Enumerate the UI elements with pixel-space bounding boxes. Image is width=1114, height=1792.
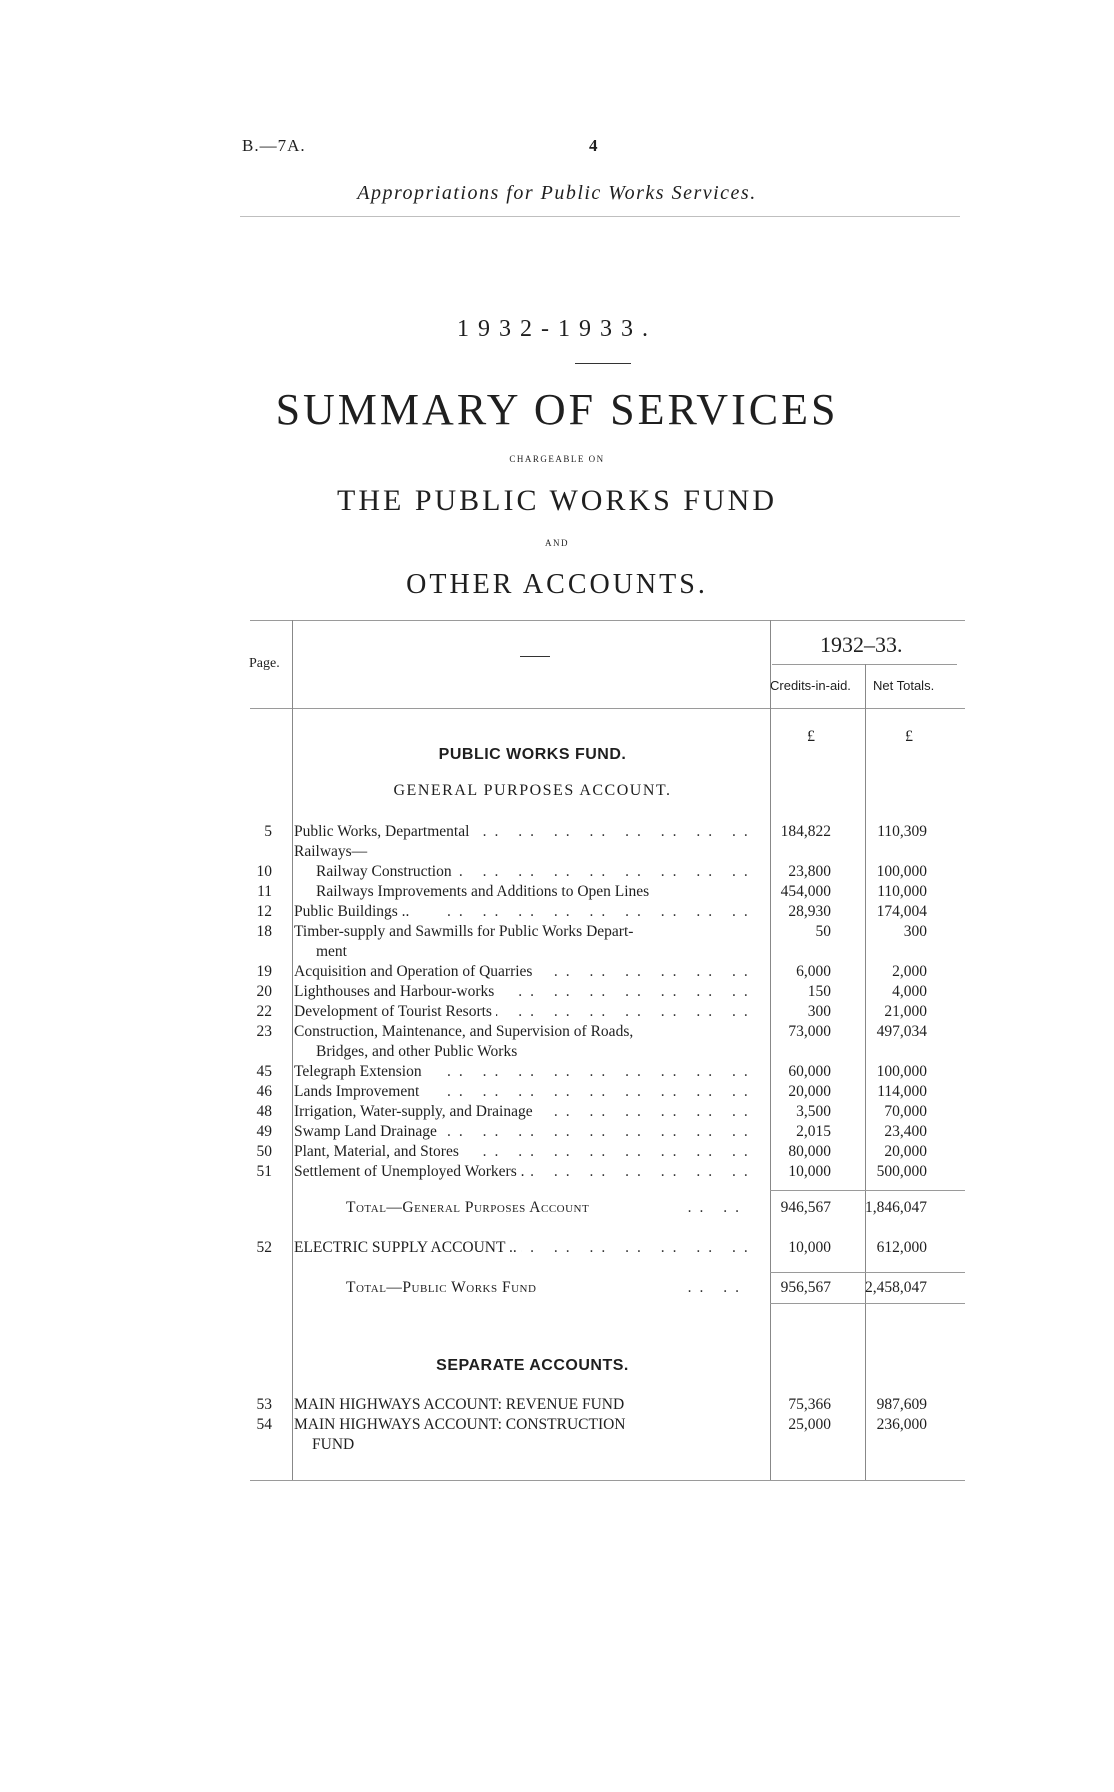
row-net: 100,000 [876,1063,927,1080]
net-currency: £ [905,728,913,745]
table-row [0,1042,1114,1062]
total-fund-row [0,1277,1114,1299]
chargeable-on-label: CHARGEABLE ON [509,454,605,464]
row-credits: 28,930 [788,903,831,920]
row-credits: 25,000 [788,1416,831,1433]
row-page: 50 [256,1143,272,1160]
row-net: 174,004 [876,903,927,920]
row-page: 23 [256,1023,272,1040]
row-page: 11 [257,883,272,900]
row-description: Settlement of Unemployed Workers . [294,1163,529,1180]
net-column-header: Net Totals. [873,678,935,693]
page-number: 4 [589,136,598,155]
table-header-rule [250,708,965,709]
row-net: 20,000 [884,1143,927,1160]
row-page: 10 [256,863,272,880]
table-row [0,962,1114,982]
row-credits: 3,500 [796,1103,831,1120]
row-credits: 454,000 [780,883,831,900]
row-credits [755,1435,841,1455]
row-description: Bridges, and other Public Works [316,1043,521,1060]
row-page: 22 [256,1003,272,1020]
row-net [841,942,935,962]
total-general-credits: 946,567 [780,1199,831,1216]
table-row [0,842,1114,862]
row-page [0,842,286,862]
row-credits: 2,015 [796,1123,831,1140]
row-net [841,1042,935,1062]
row-credits: 300 [807,1003,831,1020]
general-purposes-rows [0,822,1114,1182]
row-credits: 150 [807,983,831,1000]
row-net: 500,000 [876,1163,927,1180]
total-fund-label: Total—Public Works Fund [346,1279,542,1296]
fund-total-bottom-rule [770,1303,965,1304]
table-row [0,1022,1114,1042]
row-net [841,842,935,862]
table-bottom-rule [250,1480,965,1481]
row-credits: 6,000 [796,963,831,980]
table-top-rule [250,620,965,621]
row-net: 4,000 [892,983,927,1000]
fund-total-rule [770,1272,965,1273]
public-works-fund-heading: PUBLIC WORKS FUND. [438,746,627,763]
row-credits: 10,000 [788,1163,831,1180]
row-net: 236,000 [876,1416,927,1433]
row-page [0,942,286,962]
table-row [0,902,1114,922]
row-description: MAIN HIGHWAYS ACCOUNT: CONSTRUCTION [294,1416,630,1433]
row-net: 110,000 [877,883,927,900]
table-row [0,1082,1114,1102]
fiscal-years: 1932-1933. [457,316,657,342]
row-description: Railways Improvements and Additions to Open Lines [316,883,653,900]
total-fund-credits: 956,567 [780,1279,831,1296]
row-description: Lighthouses and Harbour-works [294,983,498,1000]
table-row [0,1142,1114,1162]
row-description: Telegraph Extension [294,1063,426,1080]
row-page: 53 [256,1396,272,1413]
row-description: Lands Improvement [294,1083,423,1100]
row-net: 23,400 [884,1123,927,1140]
row-page: 5 [264,823,272,840]
row-description: Public Buildings .. [294,903,413,920]
separate-accounts-rows [0,1395,1114,1455]
total-general-row [0,1197,1114,1219]
row-credits: 80,000 [788,1143,831,1160]
row-page: 20 [256,983,272,1000]
table-row [0,862,1114,882]
row-page: 49 [256,1123,272,1140]
row-description: Acquisition and Operation of Quarries [294,963,536,980]
running-title: Appropriations for Public Works Services. [357,182,757,204]
row-description: Railways— [294,843,371,860]
row-description: Development of Tourist Resorts [294,1003,496,1020]
row-description: ELECTRIC SUPPLY ACCOUNT .. [294,1239,521,1256]
table-row [0,942,1114,962]
page-column-header: Page. [249,656,280,671]
document-reference: B.—7A. [242,136,306,155]
and-label: AND [545,538,569,548]
row-page: 45 [256,1063,272,1080]
header-rule [240,216,960,217]
total-general-label: Total—General Purposes Account [346,1199,595,1216]
row-description: Railway Construction [316,863,456,880]
table-row [0,1415,1114,1435]
row-credits: 50 [815,923,831,940]
table-row [0,822,1114,842]
electric-supply-row [0,1237,1114,1259]
table-row [0,1395,1114,1415]
general-purposes-heading: GENERAL PURPOSES ACCOUNT. [393,782,672,799]
row-credits [755,842,841,862]
table-row [0,1162,1114,1182]
fund-title: THE PUBLIC WORKS FUND [337,484,777,517]
row-credits: 184,822 [780,823,831,840]
row-description: Timber-supply and Sawmills for Public Works Depart- [294,923,637,940]
row-description: MAIN HIGHWAYS ACCOUNT: REVENUE FUND [294,1396,628,1413]
row-description: Construction, Maintenance, and Supervision of Roads, [294,1023,637,1040]
row-page: 46 [256,1083,272,1100]
table-row [0,982,1114,1002]
row-credits: 75,366 [788,1396,831,1413]
row-page [0,1435,286,1455]
row-page: 52 [256,1239,272,1256]
total-rule [770,1190,965,1191]
credits-currency: £ [807,728,815,745]
title-divider [575,363,631,364]
row-description: Public Works, Departmental [294,823,473,840]
row-net [841,1435,935,1455]
row-page: 12 [256,903,272,920]
row-net: 987,609 [876,1396,927,1413]
description-header-dash [520,656,550,657]
row-credits: 73,000 [788,1023,831,1040]
row-page: 19 [256,963,272,980]
row-credits: 10,000 [788,1239,831,1256]
row-net: 70,000 [884,1103,927,1120]
row-net: 2,000 [892,963,927,980]
row-page: 51 [256,1163,272,1180]
table-row [0,1002,1114,1022]
table-row [0,1122,1114,1142]
row-net: 21,000 [884,1003,927,1020]
row-credits [755,1042,841,1062]
row-net: 114,000 [877,1083,927,1100]
table-row [0,882,1114,902]
total-fund-net: 2,458,047 [865,1279,927,1296]
table-row [0,1435,1114,1455]
row-page [0,1042,286,1062]
total-general-net: 1,846,047 [865,1199,927,1216]
row-credits: 20,000 [788,1083,831,1100]
row-net: 300 [903,923,927,940]
row-description: FUND [312,1436,358,1453]
table-row [0,922,1114,942]
table-row [0,1102,1114,1122]
row-credits [755,942,841,962]
row-description: ment [316,943,351,960]
row-credits: 60,000 [788,1063,831,1080]
row-net: 100,000 [876,863,927,880]
row-page: 48 [256,1103,272,1120]
separate-accounts-heading: SEPARATE ACCOUNTS. [436,1357,629,1374]
row-page: 18 [256,923,272,940]
table-row [0,1062,1114,1082]
row-net: 110,309 [877,823,927,840]
row-description: Plant, Material, and Stores [294,1143,463,1160]
row-net: 497,034 [876,1023,927,1040]
row-description: Swamp Land Drainage [294,1123,441,1140]
other-accounts-title: OTHER ACCOUNTS. [406,569,708,600]
row-description: Irrigation, Water-supply, and Drainage [294,1103,537,1120]
row-credits: 23,800 [788,863,831,880]
credits-column-header: Credits-in-aid. [770,678,851,693]
row-page: 54 [256,1416,272,1433]
row-net: 612,000 [876,1239,927,1256]
document-title: SUMMARY OF SERVICES [275,385,839,434]
year-column-header: 1932–33. [820,632,903,657]
